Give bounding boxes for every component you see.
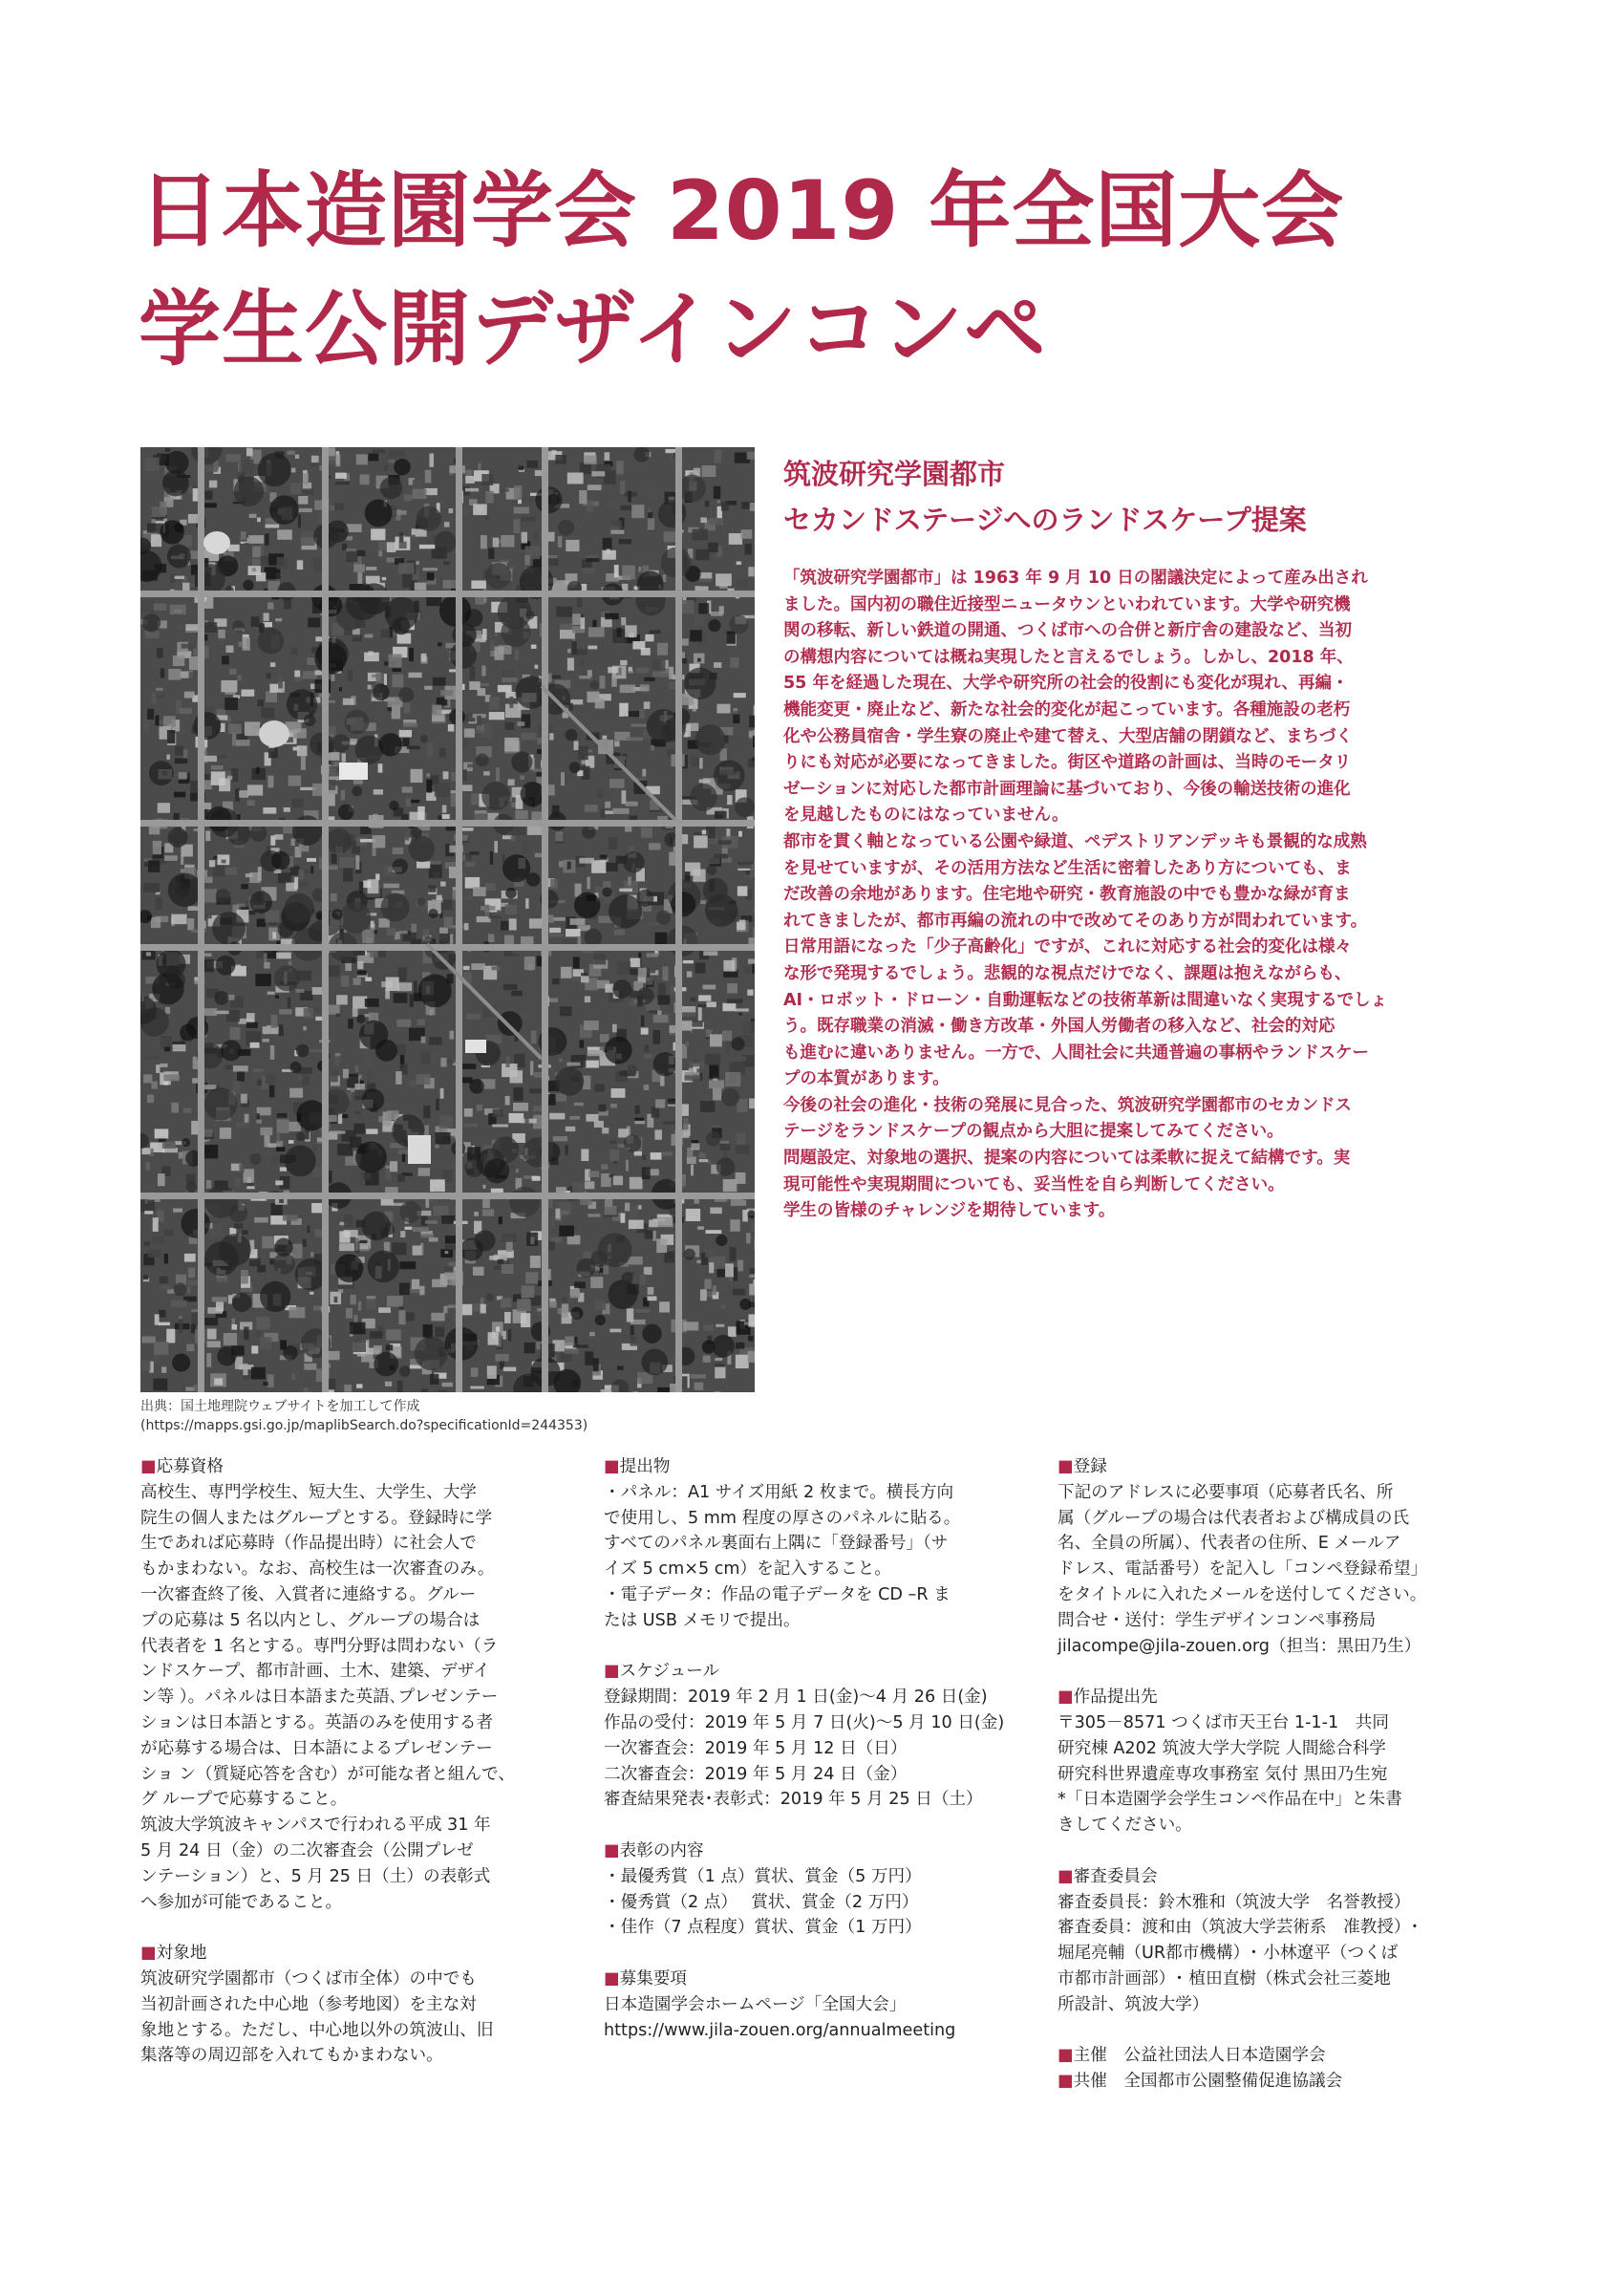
- body-line: ・パネル：A1 サイズ用紙 2 枚まで。横長方向: [604, 1482, 954, 1502]
- organizer-host: ■主催 公益社団法人日本造園学会: [1058, 2046, 1326, 2066]
- body-line: 研究科世界遺産専攻事務室 気付 黒田乃生宛: [1058, 1764, 1388, 1784]
- intro-line: を見越したものにはなっていません。: [783, 806, 1069, 826]
- intro-line: れてきましたが、都市再編の流れの中で改めてそのあり方が問われています。: [783, 911, 1368, 931]
- intro-line: 機能変更・廃止など、新たな社会的変化が起こっています。各種施設の老朽: [783, 699, 1351, 720]
- intro-line: 都市を貫く軸となっている公園や緑道、ペデストリアンデッキも景観的な成熟: [783, 831, 1367, 851]
- page-title-line2: 学生公開デザインコンペ: [139, 282, 1047, 377]
- body-line: 院生の個人またはグループとする。登録時に学: [140, 1508, 493, 1528]
- intro-line: りにも対応が必要になってきました。街区や道路の計画は、当時のモータリ: [783, 753, 1352, 773]
- intro-line: 関の移転、新しい鉄道の開通、つくば市への合併と新庁舎の建設など、当初: [783, 621, 1352, 641]
- body-line: プの応募は 5 名以内とし、グループの場合は: [140, 1610, 481, 1630]
- guidelines-body: [604, 1992, 1043, 2044]
- body-line: が応募する場合は、日本語によるプレゼンテー: [140, 1738, 493, 1758]
- body-line: 5 月 24 日（金）の二次審査会（公開プレゼ: [140, 1840, 474, 1860]
- section-heading-destination: ■作品提出先: [1058, 1688, 1158, 1708]
- body-line: ・優秀賞（2 点） 賞状、賞金（2 万円）: [604, 1892, 919, 1912]
- body-line: 堀尾亮輔（UR都市機構）･ 小林遼平（つくば: [1058, 1944, 1399, 1964]
- section-heading-awards: ■表彰の内容: [604, 1840, 704, 1860]
- intro-line: 化や公務員宿舎・学生寮の廃止や建て替え、大型店舗の閉鎖など、まちづく: [783, 726, 1353, 746]
- body-line: 象地とする。ただし、中心地以外の筑波山、旧: [140, 2020, 494, 2040]
- body-line: 〒305－8571 つくば市天王台 1-1-1 共同: [1058, 1712, 1389, 1732]
- body-line: 集落等の周辺部を入れてもかまわない。: [140, 2046, 443, 2066]
- organizer-cohost: ■共催 全国都市公園整備促進協議会: [1058, 2072, 1343, 2092]
- body-line: ショ ン（質疑応答を含む）が可能な者と組んで、: [140, 1764, 515, 1784]
- body-line: 名、全員の所属）、代表者の住所、E メールア: [1058, 1534, 1401, 1554]
- intro-line: 学生の皆様のチャレンジを期待しています。: [783, 1201, 1116, 1221]
- caption-line: 出典：国土地理院ウェブサイトを加工して作成: [140, 1399, 420, 1414]
- column-left: [140, 1454, 580, 2069]
- body-line: 代表者を 1 名とする。専門分野は問わない（ラ: [140, 1636, 499, 1656]
- body-line: 審査結果発表･表彰式：2019 年 5 月 25 日（土）: [604, 1790, 983, 1810]
- section-heading-site: ■対象地: [140, 1944, 207, 1964]
- body-line: ンテーション）と、5 月 25 日（土）の表彰式: [140, 1866, 491, 1886]
- section-heading-eligibility: ■応募資格: [140, 1457, 224, 1476]
- intro-line: テージをランドスケープの観点から大胆に提案してみてください。: [783, 1122, 1284, 1142]
- column-right: [1058, 1454, 1506, 2095]
- section-heading-schedule: ■スケジュール: [604, 1662, 720, 1682]
- schedule-body: [604, 1685, 1043, 1813]
- body-line: 筑波大学筑波キャンパスで行われる平成 31 年: [140, 1816, 491, 1836]
- eligibility-body: [140, 1480, 580, 1916]
- jury-body: [1058, 1890, 1506, 2018]
- body-line: ションは日本語とする。英語のみを使用する者: [140, 1712, 494, 1732]
- intro-line: 日常用語になった「少子高齢化」ですが、これに対応する社会的変化は様々: [783, 937, 1352, 957]
- intro-line: の構想内容については概ね実現したと言えるでしょう。しかし、2018 年、: [783, 647, 1354, 667]
- body-line: 属（グループの場合は代表者および構成員の氏: [1058, 1508, 1410, 1528]
- intro-line: ゼーションに対応した都市計画理論に基づいており、今後の輸送技術の進化: [783, 779, 1351, 799]
- body-line: ドレス、電話番号）を記入し「コンペ登録希望」: [1058, 1559, 1428, 1580]
- body-line: きしてください。: [1058, 1816, 1192, 1836]
- aerial-photo: [140, 447, 755, 1392]
- body-line: で使用し、5 mm 程度の厚さのパネルに貼る。: [604, 1508, 961, 1528]
- body-line: へ参加が可能であること。: [140, 1892, 343, 1912]
- body-line: ン等 ）。パネルは日本語また英語､プレゼンテー: [140, 1688, 499, 1708]
- body-line: jilacompe@jila-zouen.org（担当：黒田乃生）: [1058, 1636, 1421, 1656]
- body-line: ・電子データ：作品の電子データを CD –R ま: [604, 1584, 951, 1604]
- body-line: をタイトルに入れたメールを送付してください。: [1058, 1584, 1427, 1604]
- intro-line: う。既存職業の消滅・働き方改革・外国人労働者の移入など、社会的対応: [783, 1017, 1336, 1037]
- section-heading-submission: ■提出物: [604, 1457, 671, 1476]
- intro-line: プの本質があります。: [783, 1069, 950, 1089]
- body-line: 二次審査会：2019 年 5 月 24 日（金）: [604, 1764, 908, 1784]
- intro-line: ました。国内初の職住近接型ニュータウンといわれています。大学や研究機: [783, 594, 1351, 614]
- body-line: もかまわない。なお、高校生は一次審査のみ。: [140, 1559, 495, 1580]
- body-line: 当初計画された中心地（参考地図）を主な対: [140, 1994, 477, 2014]
- awards-body: [604, 1864, 1043, 1941]
- body-line: 高校生、専門学校生、短大生、大学生、大学: [140, 1482, 477, 1502]
- intro-line: AI・ロボット・ドローン・自動運転などの技術革新は間違いなく実現するでしょ: [783, 990, 1388, 1010]
- body-line: ・最優秀賞（1 点）賞状、賞金（5 万円）: [604, 1866, 922, 1886]
- intro-text: [783, 566, 1509, 1225]
- section-heading-jury: ■審査委員会: [1058, 1866, 1158, 1886]
- subtitle-line2: セカンドステージへのランドスケープ提案: [783, 504, 1307, 536]
- section-heading-registration: ■登録: [1058, 1457, 1107, 1476]
- intro-line: 今後の社会の進化・技術の発展に見合った、筑波研究学園都市のセカンドス: [783, 1095, 1352, 1115]
- body-line: 審査委員長：鈴木雅和（筑波大学 名誉教授）: [1058, 1892, 1411, 1912]
- body-line: 筑波研究学園都市（つくば市全体）の中でも: [140, 1968, 477, 1989]
- page-title-line1: 日本造園学会 2019 年全国大会: [139, 163, 1345, 259]
- aerial-caption: [140, 1397, 588, 1435]
- column-middle: [604, 1454, 1043, 2043]
- intro-line: 問題設定、対象地の選択、提案の内容については柔軟に捉えて結構です。実: [783, 1149, 1351, 1169]
- intro-line: 「筑波研究学園都市」は 1963 年 9 月 10 日の閣議決定によって産み出され: [783, 569, 1368, 588]
- intro-line: 現可能性や実現期間についても、妥当性を自ら判断してください。: [783, 1174, 1285, 1194]
- body-line: 一次審査終了後、入賞者に連絡する。グルー: [140, 1584, 477, 1604]
- site-body: [140, 1967, 580, 2069]
- body-line: 日本造園学会ホームページ「全国大会」: [604, 1994, 907, 2014]
- body-line: グ ループで応募すること。: [140, 1790, 348, 1810]
- body-line: *「日本造園学会学生コンペ作品在中」と朱書: [1058, 1790, 1402, 1810]
- body-line: 審査委員：渡和由（筑波大学芸術系 准教授）･: [1058, 1918, 1420, 1938]
- body-line: 研究棟 A202 筑波大学大学院 人間総合科学: [1058, 1738, 1386, 1758]
- body-line: ・佳作（7 点程度）賞状、賞金（1 万円）: [604, 1918, 922, 1938]
- intro-line: を見せていますが、その活用方法など生活に密着したあり方についても、ま: [783, 858, 1352, 878]
- body-line: 市都市計画部）･ 植田直樹（株式会社三菱地: [1058, 1968, 1391, 1989]
- body-line: たは USB メモリで提出。: [604, 1610, 801, 1630]
- body-line: ンドスケープ、都市計画、土木、建築、デザイ: [140, 1662, 490, 1682]
- destination-body: [1058, 1710, 1506, 1838]
- intro-line: も進むに違いありません。一方で、人間社会に共通普遍の事柄やランドスケー: [783, 1043, 1370, 1063]
- section-heading-guidelines: ■募集要項: [604, 1968, 688, 1989]
- caption-url: (https://mapps.gsi.go.jp/maplibSearch.do?specificationId=244353): [140, 1418, 588, 1433]
- body-line: 下記のアドレスに必要事項（応募者氏名、所: [1058, 1482, 1394, 1502]
- body-line: 生であれば応募時（作品提出時）に社会人で: [140, 1534, 477, 1554]
- body-line: 一次審査会：2019 年 5 月 12 日（日）: [604, 1738, 908, 1758]
- body-line: イズ 5 cm×5 cm）を記入すること。: [604, 1559, 891, 1580]
- submission-body: [604, 1480, 1043, 1634]
- intro-line: だ改善の余地があります。住宅地や研究・教育施設の中でも豊かな緑が育ま: [783, 885, 1351, 905]
- body-line: 所設計、筑波大学）: [1058, 1994, 1209, 2014]
- intro-line: な形で発現するでしょう。悲観的な視点だけでなく、課題は抱えながらも、: [783, 963, 1352, 983]
- body-line: https://www.jila-zouen.org/annualmeeting: [604, 2020, 956, 2040]
- body-line: 作品の受付：2019 年 5 月 7 日(火)～5 月 10 日(金): [604, 1712, 1005, 1732]
- registration-body: [1058, 1480, 1506, 1660]
- intro-line: 55 年を経過した現在、大学や研究所の社会的役割にも変化が現れ、再編・: [783, 674, 1349, 694]
- body-line: 問合せ・送付：学生デザインコンペ事務局: [1058, 1610, 1377, 1630]
- subtitle-line1: 筑波研究学園都市: [783, 458, 1006, 490]
- body-line: 登録期間：2019 年 2 月 1 日(金)～4 月 26 日(金): [604, 1688, 988, 1708]
- body-line: すべてのパネル裏面右上隅に「登録番号」（サ: [604, 1534, 949, 1554]
